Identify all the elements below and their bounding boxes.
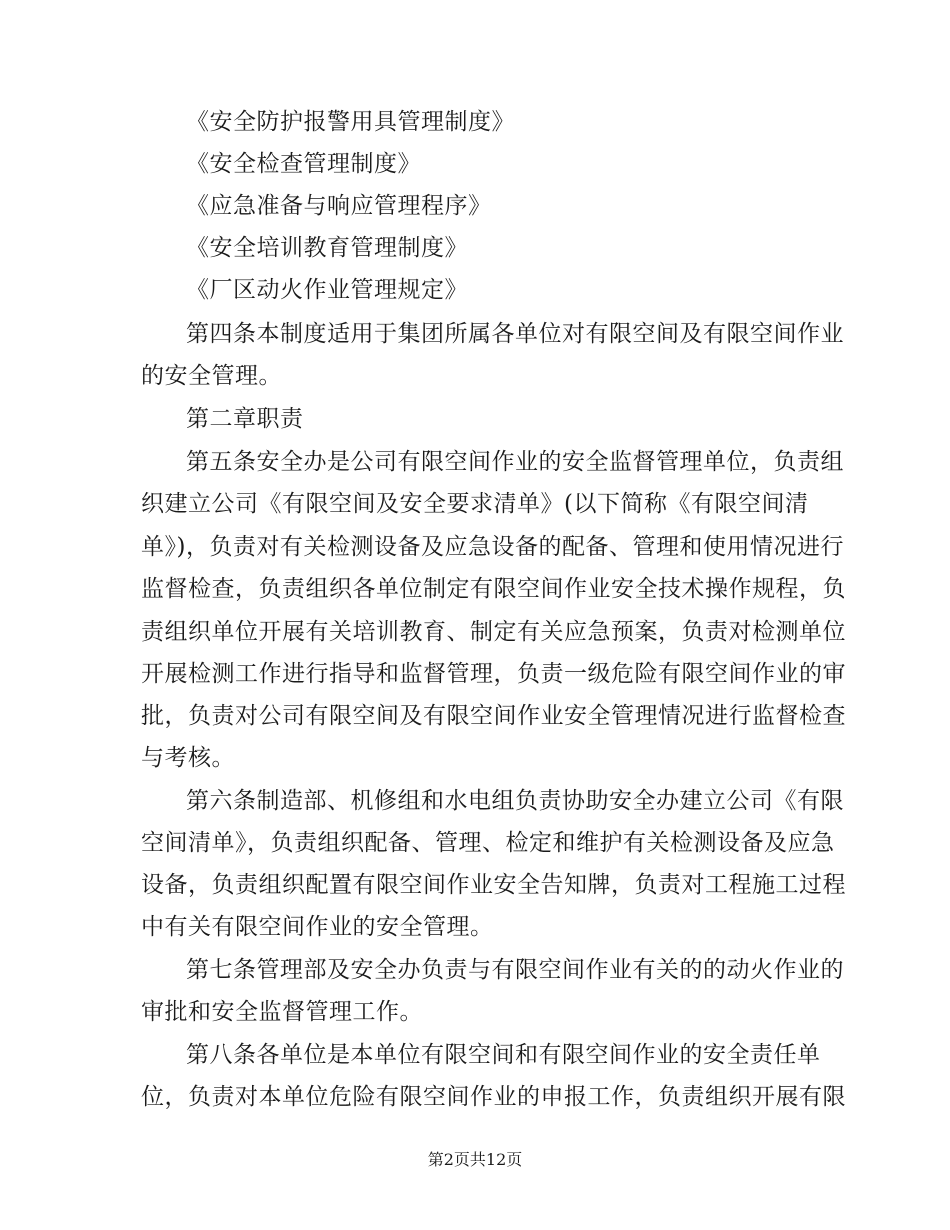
text-line: 第八条各单位是本单位有限空间和有限空间作业的安全责任单: [186, 1042, 821, 1068]
text-line: 《应急准备与响应管理程序》: [186, 193, 492, 219]
text-line: 中有关有限空间作业的安全管理。: [141, 914, 494, 940]
text-line: 开展检测工作进行指导和监督管理，负责一级危险有限空间作业的审: [141, 661, 846, 687]
text-line: 位，负责对本单位危险有限空间作业的申报工作，负责组织开展有限: [141, 1084, 846, 1110]
text-line: 与考核。: [141, 745, 235, 771]
text-line: 第五条安全办是公司有限空间作业的安全监督管理单位，负责组: [186, 449, 844, 475]
text-line: 单》)，负责对有关检测设备及应急设备的配备、管理和使用情况进行: [141, 534, 844, 560]
text-line: 监督检查，负责组织各单位制定有限空间作业安全技术操作规程，负: [141, 576, 846, 602]
page-number: 第2页共12页: [427, 1150, 523, 1169]
text-line: 《厂区动火作业管理规定》: [186, 277, 468, 303]
text-line: 《安全培训教育管理制度》: [186, 235, 468, 261]
text-line: 织建立公司《有限空间及安全要求清单》(以下简称《有限空间清: [141, 491, 809, 517]
text-line: 的安全管理。: [141, 363, 282, 389]
text-line: 第四条本制度适用于集团所属各单位对有限空间及有限空间作业: [186, 321, 844, 347]
text-line: 设备，负责组织配置有限空间作业安全告知牌，负责对工程施工过程: [141, 872, 846, 898]
text-line: 第六条制造部、机修组和水电组负责协助安全办建立公司《有限: [186, 788, 844, 814]
text-line: 《安全防护报警用具管理制度》: [186, 109, 515, 135]
text-line: 《安全检查管理制度》: [186, 151, 421, 177]
text-line: 批，负责对公司有限空间及有限空间作业安全管理情况进行监督检查: [141, 703, 846, 729]
text-line: 第七条管理部及安全办负责与有限空间作业有关的的动火作业的: [186, 957, 844, 983]
text-line: 责组织单位开展有关培训教育、制定有关应急预案，负责对检测单位: [141, 619, 846, 645]
text-line: 审批和安全监督管理工作。: [141, 999, 423, 1025]
section-heading: 第二章职责: [186, 406, 304, 432]
text-line: 空间清单》，负责组织配备、管理、检定和维护有关检测设备及应急: [141, 830, 835, 856]
